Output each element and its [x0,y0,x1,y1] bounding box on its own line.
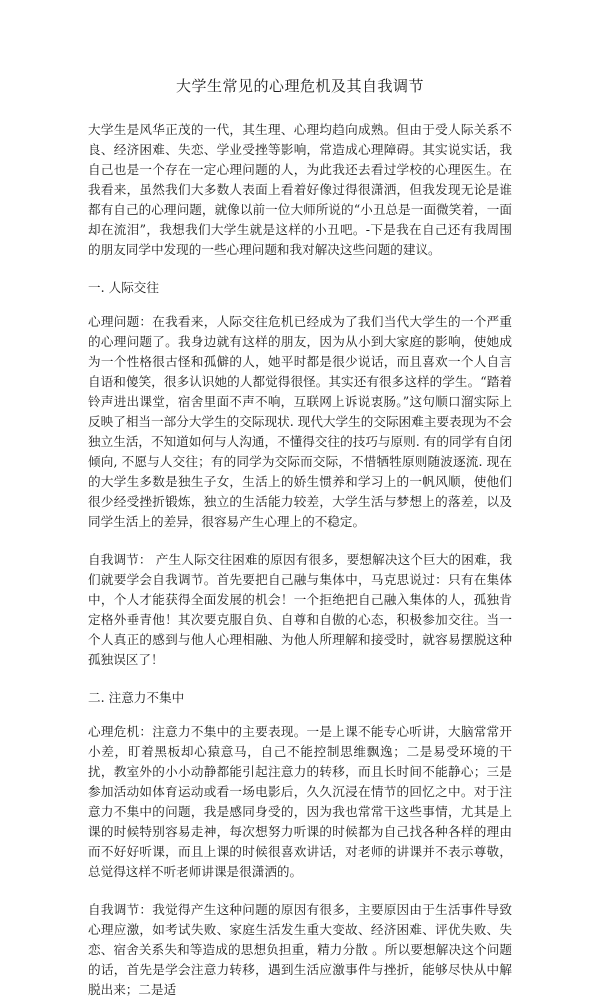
intro-paragraph: 大学生是风华正茂的一代，其生理、心理均趋向成熟。但由于受人际关系不良、经济困难、失恋、学业受挫等影响，常造成心理障碍。其实说实话，我自己也是一个存在一定心理问题的人，为此我还去看过学校的心理医生。在我看来，虽然我们大多数人表面上看着好像过得很潇洒，但我发现无论是谁都有自己的心理问题，就像以前一位大师所说的“小丑总是一面微笑着，一面却在流泪”，我想我们大学生就是这样的小丑吧。-下是我在自己还有我周围的朋友同学中发现的一些心理问题和我对解决这些问题的建议。 [88,122,512,257]
attention-problem-paragraph: 心理危机：注意力不集中的主要表现。一是上课不能专心听讲，大脑常常开小差，盯着黑板却心猿意马，自己不能控制思维飘逸；二是易受环境的干扰，教室外的小小动静都能引起注意力的转移，而且长时间不能静心；三是参加活动如体育运动或看一场电影后，久久沉浸在情节的回忆之中。对于注意力不集中的问题，我是感同身受的，因为我也常常干这些事情，尤其是上课的时候特别容易走神，每次想努力听课的时候都为自己找各种各样的理由而不好好听课，而且上课的时候很喜欢讲话，对老师的讲课并不表示尊敬，总觉得这样不听老师讲课是很潇洒的。 [88,724,512,879]
section-heading-attention: 二. 注意力不集中 [88,690,185,705]
interpersonal-regulation-paragraph: 自我调节： 产生人际交往困难的原因有很多，要想解决这个巨大的困难，我们就要学会自我调节。首先要把自己融与集体中，马克思说过：只有在集体中，个人才能获得全面发展的机会！一个拒绝把自己融入集体的人，孤独肯定格外垂青他！其次要克服自负、自尊和自傲的心态，积极参加交往。当一个人真正的感到与他人心理相融、为他人所理解和接受时，就容易摆脱这种孤独误区了！ [88,552,512,667]
attention-regulation-paragraph: 自我调节：我觉得产生这种问题的原因有很多，主要原因由于生活事件导致心理应激，如考试失败、家庭生活发生重大变故、经济困难、评优失败、失恋、宿舍关系失和等造成的思想负担重，精力分散 。所以要想解决这个问题的话，首先是学会注意力转移，遇到生活应激事件与挫折，能够尽快从中解脱出来；二是适 [88,902,512,997]
section-heading-interpersonal: 一. 人际交往 [88,280,159,295]
interpersonal-problem-paragraph: 心理问题：在我看来，人际交往危机已经成为了我们当代大学生的一个严重的心理问题了。我身边就有这样的朋友，因为从小到大家庭的影响，使她成为一个性格很古怪和孤僻的人，她平时都是很少说话，而且喜欢一个人自言自语和傻笑，很多认识她的人都觉得很怪。其实还有很多这样的学生。“踏着铃声进出课堂，宿舍里面不声不响，互联网上诉说衷肠。”这句顺口溜实际上反映了相当一部分大学生的交际现状. 现代大学生的交际困难主要表现为不会独立生活，不知道如何与人沟通，不懂得交往的技巧与原则. 有的同学有自闭倾向, 不愿与人交往；有的同学为交际而交际，不惜牺牲原则随波逐流. 现在的大学生多数是独生子女，生活上的娇生惯养和学习上的一帆风顺，使他们很少经受挫折锻炼，独立的生活能力较差，大学生活与梦想上的落差，以及同学生活上的差异，很容易产生心理上的不稳定。 [88,314,512,529]
document-title: 大学生常见的心理危机及其自我调节 [175,77,424,95]
